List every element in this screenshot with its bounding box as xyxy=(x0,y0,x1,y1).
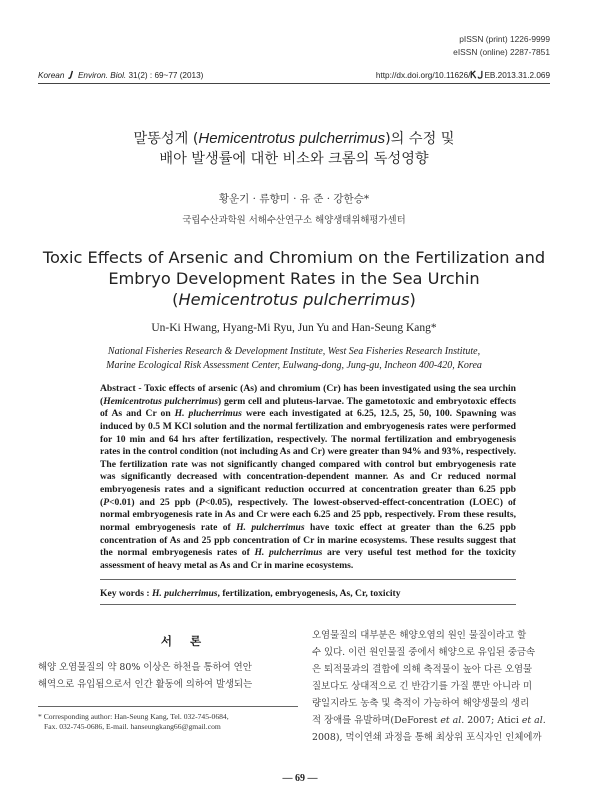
journal-name-start: Korean xyxy=(38,71,65,80)
english-affiliation-line-2: Marine Ecological Risk Assessment Center, Eulwang-dong, Jung-gu, Incheon 400-420, Korea xyxy=(106,360,482,371)
english-affiliation-line-1: National Fisheries Research & Development Institute, West Sea Fisheries Research Institute, xyxy=(107,346,481,357)
doi-link[interactable]: http://dx.doi.org/10.11626/ EB.2013.31.2.069 xyxy=(375,71,550,80)
issn-print: pISSN (print) 1226-9999 xyxy=(459,34,550,44)
header-rule xyxy=(38,83,550,84)
right-line-1: 오염물질의 대부분은 해양오염의 원인 물질이라고 할 xyxy=(312,630,527,641)
journal-volume: 31(2) : 69~77 (2013) xyxy=(128,71,204,80)
left-line-2: 해역으로 유입됨으로서 인간 활동에 의하여 발생되는 xyxy=(38,679,253,690)
abstract-label: Abstract xyxy=(100,383,136,394)
journal-j-logo-icon xyxy=(67,70,76,79)
journal-name-end: Environ. Biol. xyxy=(77,71,127,80)
abstract: Abstract - Toxic effects of arsenic (As) and chromium (Cr) has been investigated using the sea urchin (Hemicentrotus pulcherrimus) germ cell and pluteus-larvae. The gametotoxic and embryotoxic effects of As and Cr on H. plucherrimus were each investigated at 6.25, 12.5, 25, 50, 100. Spawning was induced by 0.5 M KCl solution and the normal fertilization and embryogenesis rates were performed for 10 min and 64 hrs after fertilization, respectively. The normal fertilization and embryogenesis rates in the control condition (not including As and Cr) were greater than 94% and 93%, respectively. The fertilization rate was not significantly changed compared with control but embryogenesis rate was significantly decreased with concentration-dependent manner. As and Cr reduced normal embryogenesis rates and a significant reduction occurred at concentration greater than 6.25 ppb (P<0.01) and 25 ppb (P<0.05), respectively. The lowest-observed-effect-concentration (LOEC) of normal embryogenesis rate in As and Cr were each 6.25 and 25 ppb, respectively. From these results, normal embryogenesis rate of H. pulcherrimus have toxic effect at greater than the 6.25 ppb concentration of As and 25 ppb concentration of Cr in marine ecosystems. These results suggest that the normal embryogenesis rates of H. pulcherrimus are very useful test method for the toxicity assessment of heavy metal as As and Cr in marine ecosystems. xyxy=(100,383,517,571)
right-line-6: 적 장애를 유발하며(DeForest et al. 2007; Atici et al. xyxy=(312,715,546,726)
korean-affiliation: 국립수산과학원 서해수산연구소 해양생태위해평가센터 xyxy=(182,215,406,226)
english-title-line-2: Embryo Development Rates in the Sea Urchin xyxy=(108,269,480,288)
issn-online: eISSN (online) 2287-7851 xyxy=(453,47,550,57)
journal-header xyxy=(38,70,550,82)
right-column-text xyxy=(312,627,562,746)
english-authors: Un-Ki Hwang, Hyang-Mi Ryu, Jun Yu and Han-Seung Kang* xyxy=(151,322,437,334)
left-line-1: 해양 오염물질의 약 80% 이상은 하천을 통하여 연안 xyxy=(38,662,252,673)
english-title-line-3: (Hemicentrotus pulcherrimus) xyxy=(172,290,416,309)
right-line-3: 은 퇴적물과의 결합에 의해 축적물이 높아 다른 오염물 xyxy=(312,664,533,675)
kjeb-k-logo-icon xyxy=(470,70,477,79)
korean-title-line-1: 말똥성게 (Hemicentrotus pulcherrimus)의 수정 및 xyxy=(133,130,455,147)
keywords-label: Key words : xyxy=(100,588,152,599)
english-title-line-1: Toxic Effects of Arsenic and Chromium on the Fertilization and xyxy=(42,248,546,267)
korean-title-line-2: 배아 발생률에 대한 비소와 크롬의 독성영향 xyxy=(159,151,429,167)
right-line-5: 량일지라도 농축 및 축적이 가능하여 해양생물의 생리 xyxy=(312,698,530,709)
english-title-species: Hemicentrotus pulcherrimus xyxy=(178,290,410,309)
korean-title xyxy=(38,129,550,169)
english-affiliation xyxy=(38,345,550,373)
journal-citation xyxy=(38,70,203,80)
right-line-4: 질보다도 상대적으로 긴 반감기를 가질 뿐만 아니라 미 xyxy=(312,681,533,692)
section-heading-introduction: 서론 xyxy=(160,634,220,648)
korean-title-species: Hemicentrotus pulcherrimus xyxy=(198,130,386,147)
right-line-2: 수 있다. 이런 원인물질 중에서 해양으로 유입된 중금속 xyxy=(312,647,536,658)
english-title xyxy=(38,247,550,310)
keywords: Key words : H. pulcherrimus, fertilization, embryogenesis, As, Cr, toxicity xyxy=(100,588,401,599)
left-column-text xyxy=(38,659,296,693)
footnote-rule xyxy=(38,706,298,707)
korean-authors: 황운기 · 류향미 · 유 준 · 강한승* xyxy=(218,193,370,205)
right-line-7: 2008), 먹이연쇄 과정을 통해 최상위 포식자인 인체에까 xyxy=(312,732,542,743)
corresponding-author-footnote xyxy=(38,712,229,732)
page-number: — 69 — xyxy=(282,773,318,784)
footnote-line-2: Fax. 032-745-0686, E-mail. hanseungkang66@gmail.com xyxy=(44,722,221,731)
abstract-divider xyxy=(100,579,516,580)
footnote-line-1: * Corresponding author: Han-Seung Kang, Tel. 032-745-0684, xyxy=(38,712,229,721)
keywords-divider xyxy=(100,604,516,605)
